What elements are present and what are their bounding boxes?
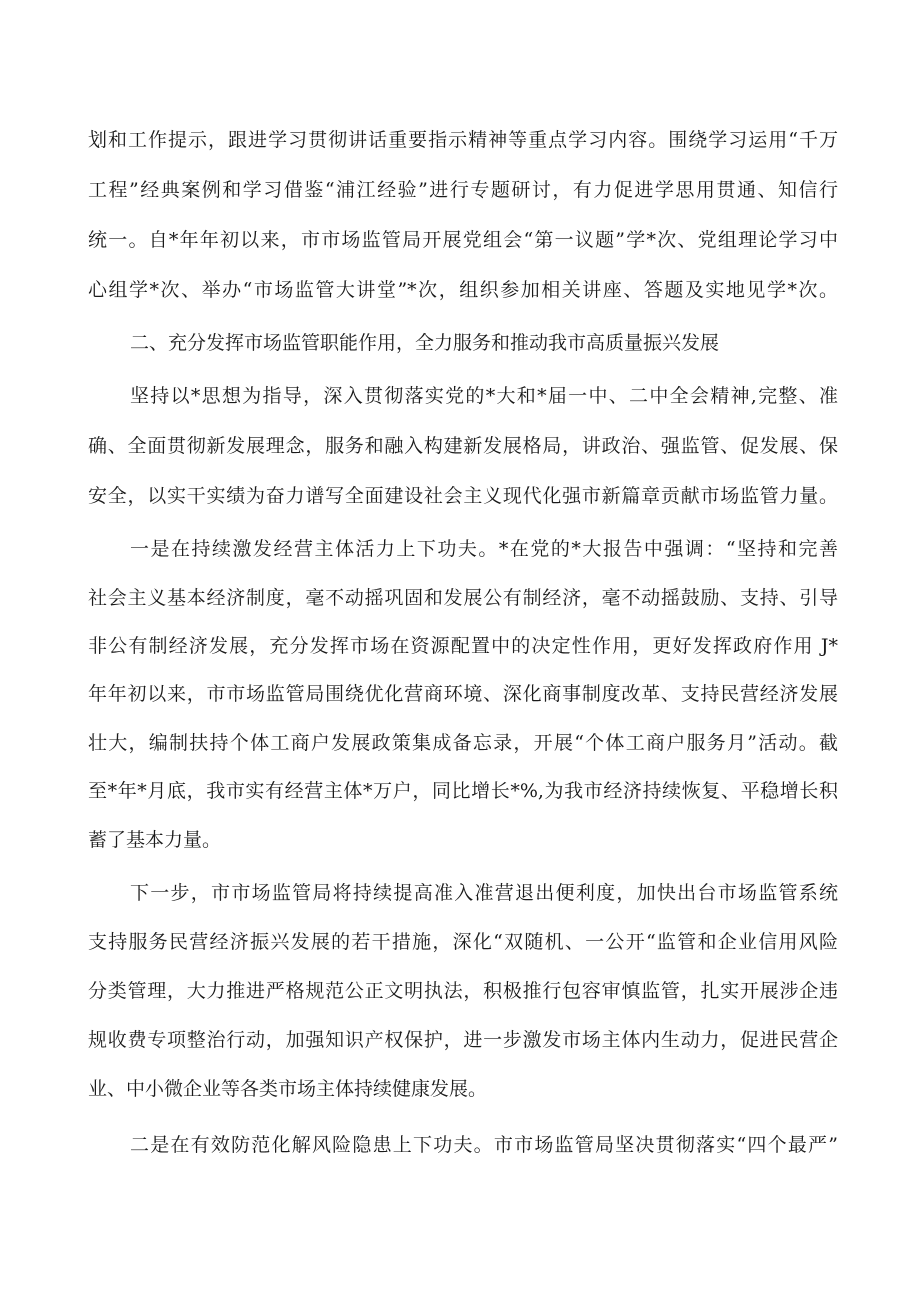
text-line: 坚持以*思想为指导，深入贯彻落实党的*大和*届一中、二中全会精神,完整、准 [130,385,838,407]
text-line: 二是在有效防范化解风险隐患上下功夫。市市场监管局坚决贯彻落实“四个最严” [130,1134,838,1156]
text-line: 统一。自*年年初以来，市市场监管局开展党组会“第一议题”学*次、党组理论学习中 [88,229,838,251]
text-line: 年年初以来，市市场监管局围绕优化营商环境、深化商事制度改革、支持民营经济发展 [88,683,838,705]
text-line: 业、中小微企业等各类市场主体持续健康发展。 [88,1078,488,1100]
text-line: 非公有制经济发展，充分发挥市场在资源配置中的决定性作用，更好发挥政府作用 J* [88,635,838,657]
text-line: 下一步，市市场监管局将持续提高准入准营退出便利度，加快出台市场监管系统 [130,882,838,904]
text-line: 壮大，编制扶持个体工商户发展政策集成备忘录，开展“个体工商户服务月”活动。截 [88,732,838,754]
text-line: 安全，以实干实绩为奋力谱写全面建设社会主义现代化强市新篇章贡献市场监管力量。 [88,485,838,507]
text-line: 确、全面贯彻新发展理念，服务和融入构建新发展格局，讲政治、强监管、促发展、保 [88,435,838,457]
text-line: 至*年*月底，我市实有经营主体*万户，同比增长*%,为我市经济持续恢复、平稳增长积 [88,780,838,802]
text-line: 工程”经典案例和学习借鉴“浦江经验”进行专题研讨，有力促进学思用贯通、知信行 [88,179,838,201]
text-line: 一是在持续激发经营主体活力上下功夫。*在党的*大报告中强调：“坚持和完善 [130,538,838,560]
text-line: 规收费专项整治行动，加强知识产权保护，进一步激发市场主体内生动力，促进民营企 [88,1029,838,1051]
text-line: 支持服务民营经济振兴发展的若干措施，深化“双随机、一公开“监管和企业信用风险 [88,931,838,953]
text-line: 社会主义基本经济制度，毫不动摇巩固和发展公有制经济，毫不动摇鼓励、支持、引导 [88,587,838,609]
text-line: 分类管理，大力推进严格规范公正文明执法，积极推行包容审慎监管，扎实开展涉企违 [88,980,838,1002]
text-line: 蓄了基本力量。 [88,829,222,851]
heading-text: 二、充分发挥市场监管职能作用，全力服务和推动我市高质量振兴发展 [130,332,720,354]
text-line: 心组学*次、举办“市场监管大讲堂”*次，组织参加相关讲座、答题及实地见学*次。 [88,279,838,301]
text-line: 划和工作提示，跟进学习贯彻讲话重要指示精神等重点学习内容。围绕学习运用“千万 [88,129,838,151]
